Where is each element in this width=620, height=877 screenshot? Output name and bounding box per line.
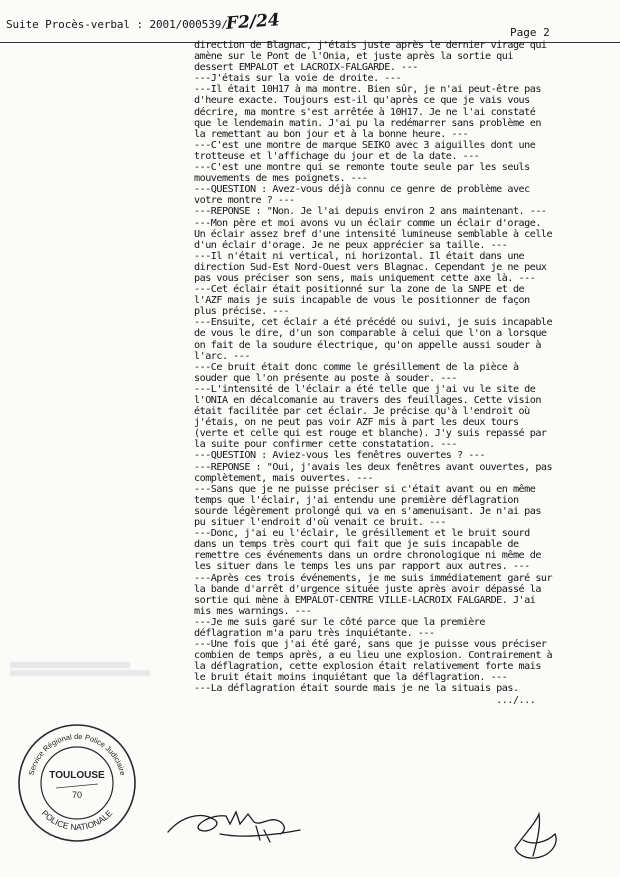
statement-line: j'étais, on ne peut pas voir AZF mis à part les deux tours: [194, 417, 519, 429]
handwritten-reference: F2/24: [225, 10, 281, 34]
statement-line: ---La déflagration était sourde mais je ne la situais pas.: [194, 683, 519, 695]
page-header: [0, 4, 620, 44]
statement-line: temps que l'éclair, j'ai entendu une première déflagration: [194, 494, 519, 506]
proces-verbal-reference: Suite Procès-verbal : 2001/000539/: [6, 18, 228, 31]
statement-line: que le lendemain matin. J'ai pu la redémarrer sans problème en: [194, 117, 541, 129]
statement-line: décrire, ma montre s'est arrêtée à 10H17. Je ne l'ai constaté: [194, 106, 536, 118]
stamp-number: 70: [71, 790, 83, 800]
statement-line: sortie qui mène à EMPALOT-CENTRE VILLE-LACROIX FALGARDE. J'ai: [194, 594, 536, 606]
statement-line: ---REPONSE : "Oui, j'avais les deux fenêtres avant ouvertes, pas: [194, 461, 553, 473]
statement-line: la suite pour confirmer cette constatation. ---: [194, 439, 458, 451]
statement-body: [194, 40, 600, 706]
statement-line: déflagration m'a paru très inquiétante. ---: [194, 627, 435, 639]
statement-line: pas vous préciser son sens, mais uniquement cette axe là. ---: [194, 272, 536, 284]
statement-line: amène sur le Pont de l'Onia, et juste après la sortie qui: [194, 51, 513, 63]
stamp-top-text: Service Régional de Police Judiciaire: [26, 731, 128, 777]
statement-line: mouvements de mes poignets. ---: [194, 173, 368, 185]
statement-line: ---Cet éclair était positionné sur la zone de la SNPE et de: [194, 284, 525, 296]
page-number: Page 2: [510, 26, 550, 39]
statement-line: ---Il n'était ni vertical, ni horizontal. Il était dans une: [194, 250, 525, 262]
statement-line: les situer dans le temps les uns par rapport aux autres. ---: [194, 561, 530, 573]
police-stamp: [16, 722, 138, 844]
statement-line: ---QUESTION : Aviez-vous les fenêtres ouvertes ? ---: [194, 450, 485, 462]
statement-line: pu situer l'endroit d'où venait ce bruit. ---: [194, 517, 446, 529]
stamp-city: TOULOUSE: [49, 770, 105, 781]
statement-line: ---Ce bruit était donc comme le grésillement de la pièce à: [194, 361, 519, 373]
statement-line: mis mes warnings. ---: [194, 605, 312, 617]
statement-line: ---QUESTION : Avez-vous déjà connu ce genre de problème avec: [194, 184, 530, 196]
statement-line: direction de Blagnac, j'étais juste après le dernier virage qui: [194, 40, 547, 51]
statement-line: dessert EMPALOT et LACROIX-FALGARDE. ---: [194, 62, 418, 74]
statement-line: ---L'intensité de l'éclair a été telle que j'ai vu le site de: [194, 383, 536, 395]
statement-line: plus précise. ---: [194, 306, 290, 318]
statement-line: la bande d'arrêt d'urgence située juste après avoir dépassé la: [194, 583, 541, 595]
witness-signature: [505, 806, 565, 868]
statement-line: .../...: [194, 694, 536, 706]
statement-line: ---Sans que je ne puisse préciser si c'était avant ou en même: [194, 483, 536, 495]
statement-line: ---J'étais sur la voie de droite. ---: [194, 73, 402, 85]
stamp-bottom-text: POLICE NATIONALE: [39, 807, 115, 833]
statement-line: trotteuse et l'affichage du jour et de la date. ---: [194, 150, 480, 162]
statement-line: était facilitée par cet éclair. Je précise qu'à l'endroit où: [194, 406, 530, 418]
statement-line: d'un éclair d'orage. Je ne peux apprécier sa taille. ---: [194, 239, 508, 251]
statement-line: Un éclair assez bref d'une intensité lumineuse semblable à celle: [194, 228, 553, 240]
statement-line: ---Après ces trois événements, je me suis immédiatement garé sur: [194, 572, 553, 584]
statement-line: direction Sud-Est Nord-Ouest vers Blagnac. Cependant je ne peux: [194, 261, 547, 273]
statement-line: la remettant au bon jour et à la bonne heure. ---: [194, 128, 469, 140]
statement-line: (verte et celle qui est rouge et blanche). J'y suis repassé par: [194, 428, 547, 440]
statement-line: dans un temps très court qui fait que je suis incapable de: [194, 539, 519, 551]
statement-line: ---Mon père et moi avons vu un éclair comme un éclair d'orage.: [194, 217, 541, 229]
statement-line: ---Il était 10H17 à ma montre. Bien sûr, je n'ai peut-être pas: [194, 84, 541, 96]
statement-line: on fait de la soudure électrique, qu'on appelle aussi souder à: [194, 339, 541, 351]
statement-line: d'heure exacte. Toujours est-il qu'après ce que je vais vous: [194, 95, 530, 107]
statement-line: l'ONIA en décalcomanie au travers des feuillages. Cette vision: [194, 395, 541, 406]
statement-line: ---C'est une montre qui se remonte toute seule par les seuls: [194, 162, 530, 174]
statement-line: l'arc. ---: [194, 350, 250, 362]
statement-line: remettre ces événements dans un ordre chronologique ni même de: [194, 550, 541, 562]
statement-line: complètement, mais ouvertes. ---: [194, 472, 374, 484]
statement-line: ---REPONSE : "Non. Je l'ai depuis environ 2 ans maintenant. ---: [194, 206, 547, 218]
statement-line: le bruit était moins inquiétant que la déflagration. ---: [194, 672, 508, 684]
statement-line: votre montre ? ---: [194, 195, 295, 207]
statement-line: ---Ensuite, cet éclair a été précédé ou suivi, je suis incapable: [194, 317, 553, 329]
statement-line: sourde légèrement prolongé qui va en s'amenuisant. Je n'ai pas: [194, 505, 541, 517]
statement-line: ---Une fois que j'ai été garé, sans que je puisse vous préciser: [194, 639, 547, 651]
faint-bleed-through-text: [10, 660, 160, 678]
statement-line: l'AZF mais je suis incapable de vous le positionner de façon: [194, 295, 530, 307]
statement-line: de vous le dire, d'un son comparable à celui que l'on a lorsque: [194, 328, 547, 340]
statement-line: souder que l'on présente au poste à souder. ---: [194, 372, 458, 384]
statement-line: combien de temps après, a eu lieu une explosion. Contrairement à: [194, 650, 553, 662]
officer-signature: [160, 790, 310, 850]
statement-line: la déflagration, cette explosion était relativement forte mais: [194, 661, 541, 673]
statement-line: ---Je me suis garé sur le côté parce que la première: [194, 616, 485, 628]
statement-line: ---C'est une montre de marque SEIKO avec 3 aiguilles dont une: [194, 139, 536, 151]
statement-line: ---Donc, j'ai eu l'éclair, le grésillement et le bruit sourd: [194, 528, 530, 540]
